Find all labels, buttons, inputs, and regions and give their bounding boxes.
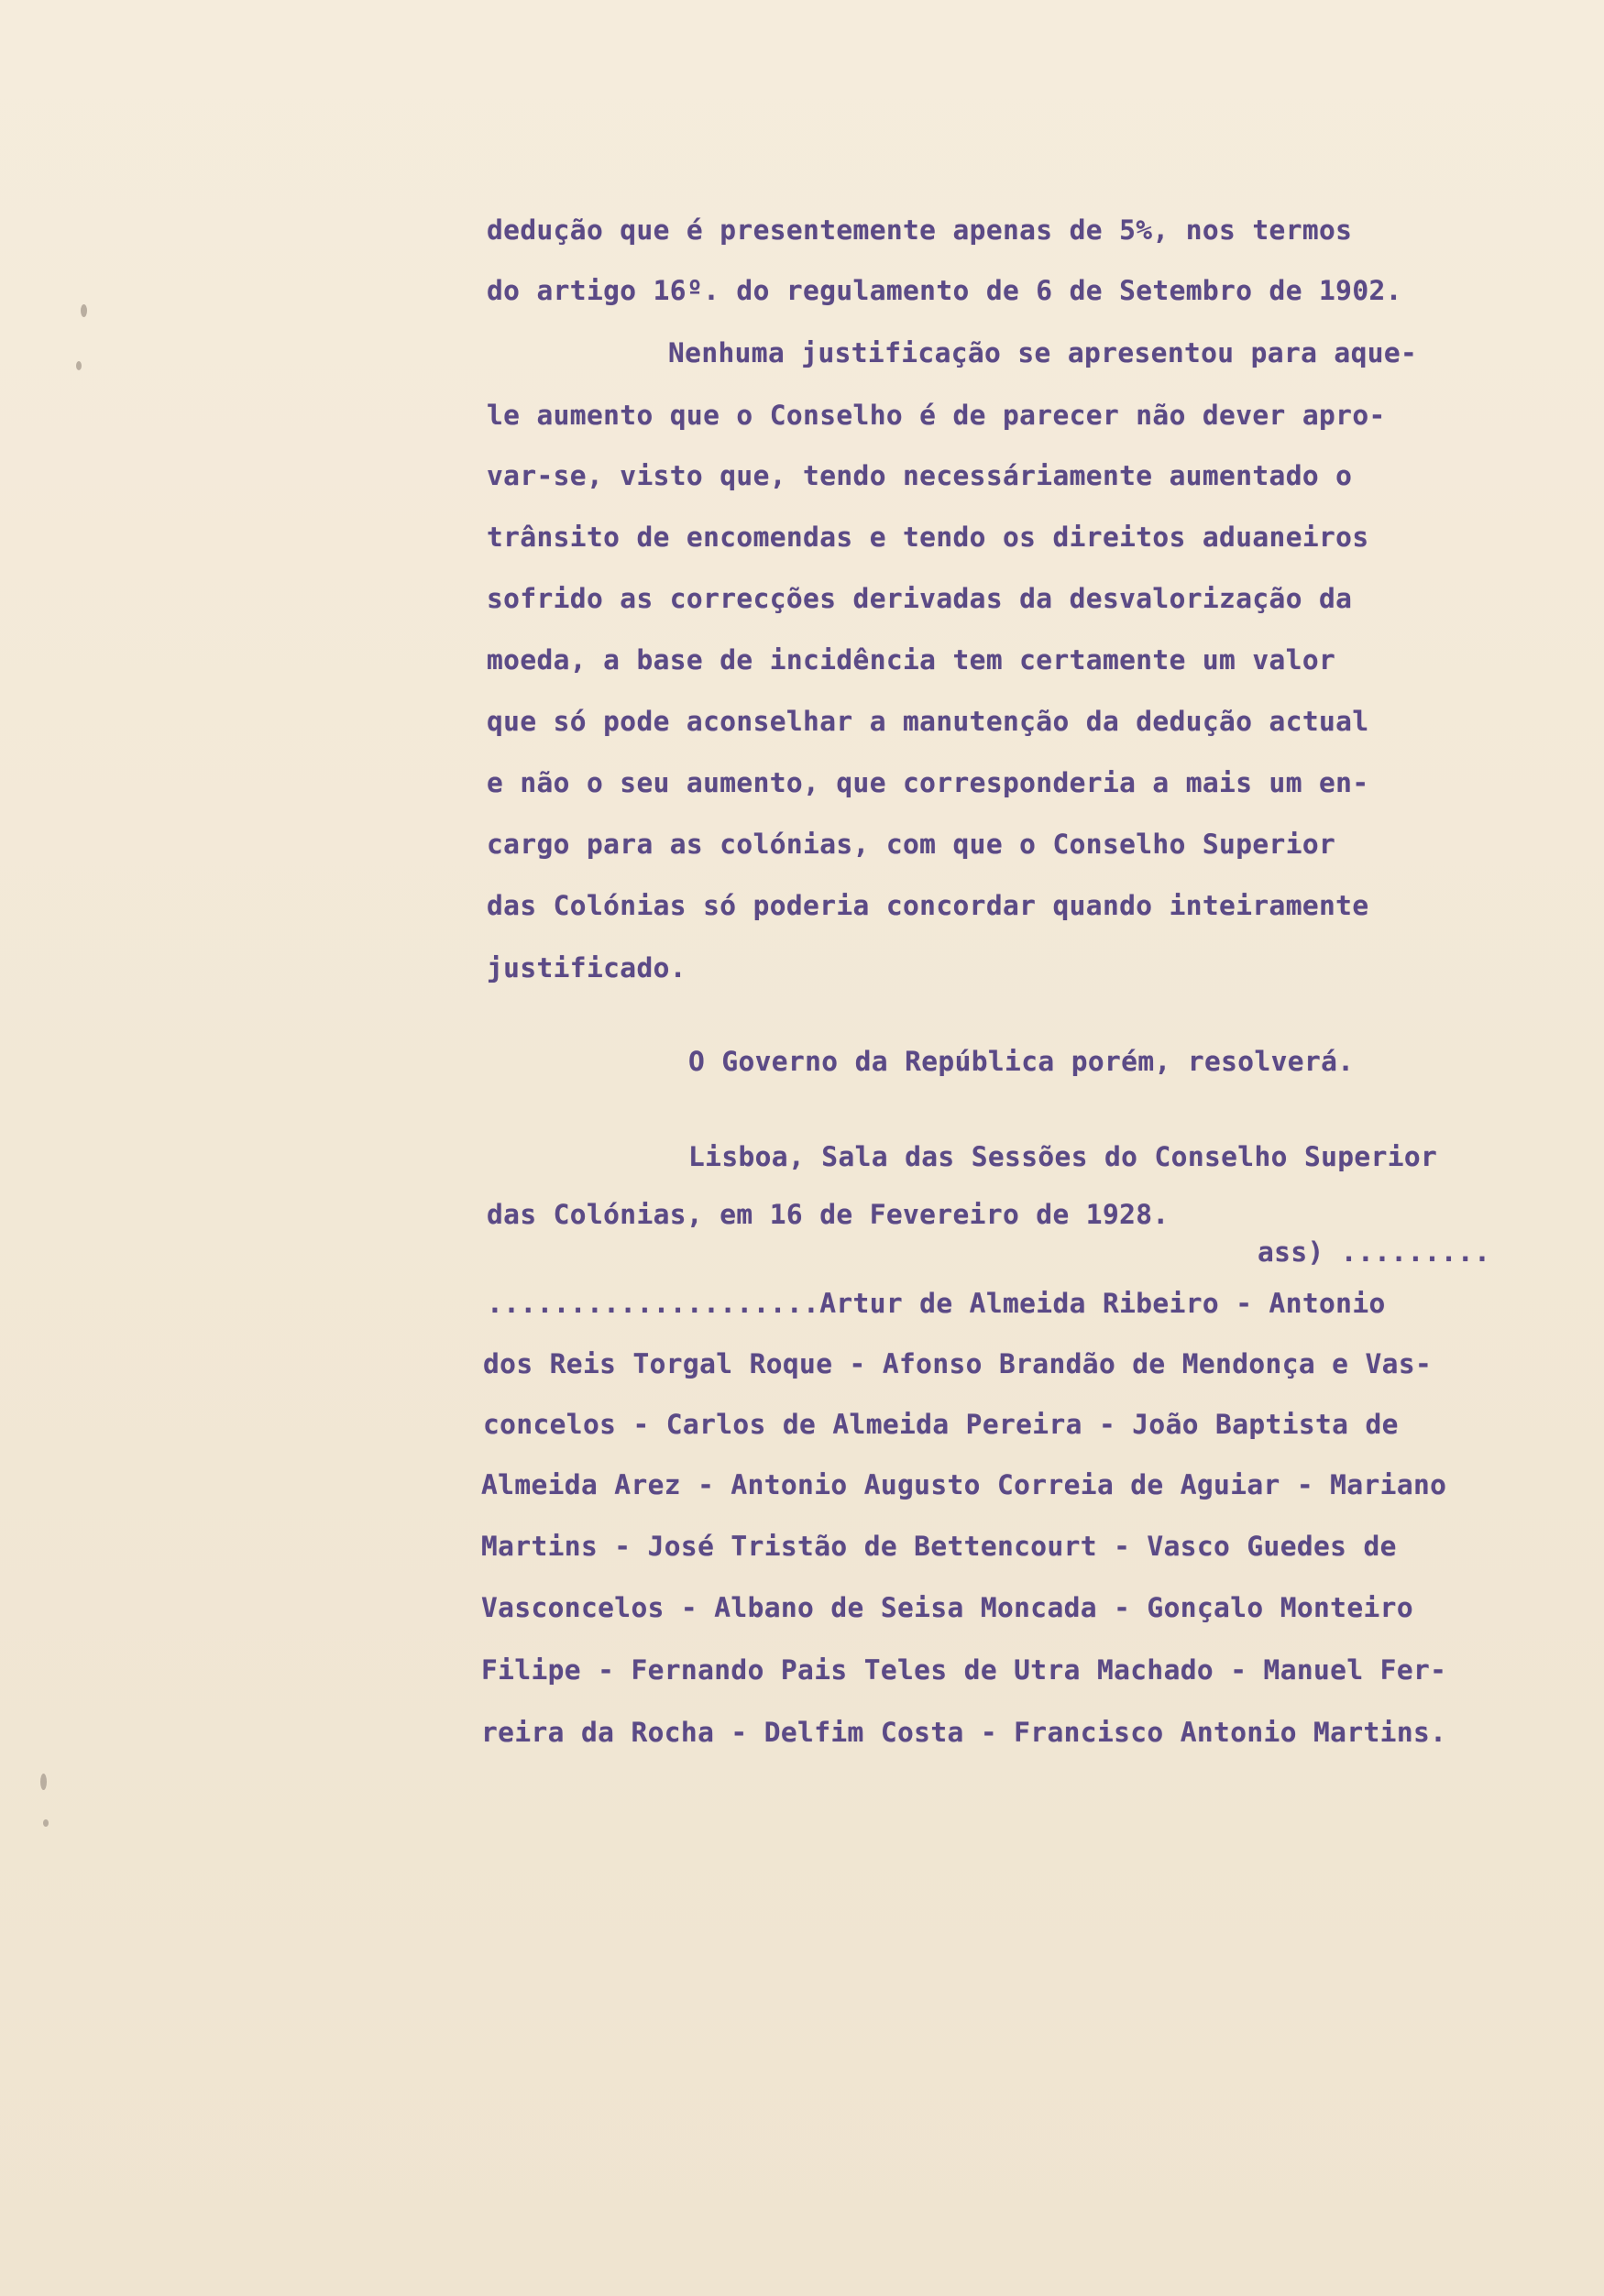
- binding-hole-mark: [81, 304, 87, 317]
- text-line: ....................Artur de Almeida Ribeiro - Antonio: [487, 1288, 1386, 1319]
- text-line: reira da Rocha - Delfim Costa - Francisco Antonio Martins.: [481, 1717, 1447, 1748]
- text-line: que só pode aconselhar a manutenção da dedução actual: [487, 706, 1369, 737]
- binding-hole-mark: [40, 1774, 47, 1790]
- binding-hole-mark: [76, 361, 82, 370]
- text-line: cargo para as colónias, com que o Conselho Superior: [487, 829, 1336, 860]
- text-line: dedução que é presentemente apenas de 5%, nos termos: [487, 214, 1353, 246]
- text-line: do artigo 16º. do regulamento de 6 de Setembro de 1902.: [487, 275, 1402, 306]
- text-line: Almeida Arez - Antonio Augusto Correia de Aguiar - Mariano: [481, 1469, 1447, 1500]
- text-line: Vasconcelos - Albano de Seisa Moncada - Gonçalo Monteiro: [481, 1592, 1413, 1623]
- text-line: Lisboa, Sala das Sessões do Conselho Superior: [688, 1141, 1438, 1172]
- binding-hole-mark: [43, 1819, 49, 1827]
- text-line: trânsito de encomendas e tendo os direitos aduaneiros: [487, 522, 1369, 553]
- text-line: concelos - Carlos de Almeida Pereira - João Baptista de: [483, 1409, 1399, 1440]
- text-line: Nenhuma justificação se apresentou para aque-: [668, 337, 1418, 368]
- text-line: das Colónias, em 16 de Fevereiro de 1928.: [487, 1199, 1170, 1230]
- text-line: moeda, a base de incidência tem certamente um valor: [487, 644, 1336, 676]
- text-line: ass) .........: [1258, 1236, 1491, 1268]
- text-line: var-se, visto que, tendo necessáriamente aumentado o: [487, 460, 1353, 491]
- text-line: Filipe - Fernando Pais Teles de Utra Machado - Manuel Fer-: [481, 1654, 1447, 1686]
- text-line: O Governo da República porém, resolverá.: [688, 1046, 1355, 1077]
- text-line: dos Reis Torgal Roque - Afonso Brandão de Mendonça e Vas-: [483, 1348, 1433, 1379]
- text-line: e não o seu aumento, que corresponderia a mais um en-: [487, 767, 1369, 798]
- text-line: sofrido as correcções derivadas da desvalorização da: [487, 583, 1353, 614]
- text-line: das Colónias só poderia concordar quando inteiramente: [487, 890, 1369, 921]
- text-line: Martins - José Tristão de Bettencourt - Vasco Guedes de: [481, 1531, 1397, 1562]
- text-line: justificado.: [487, 952, 687, 983]
- text-line: le aumento que o Conselho é de parecer não dever apro-: [487, 400, 1386, 431]
